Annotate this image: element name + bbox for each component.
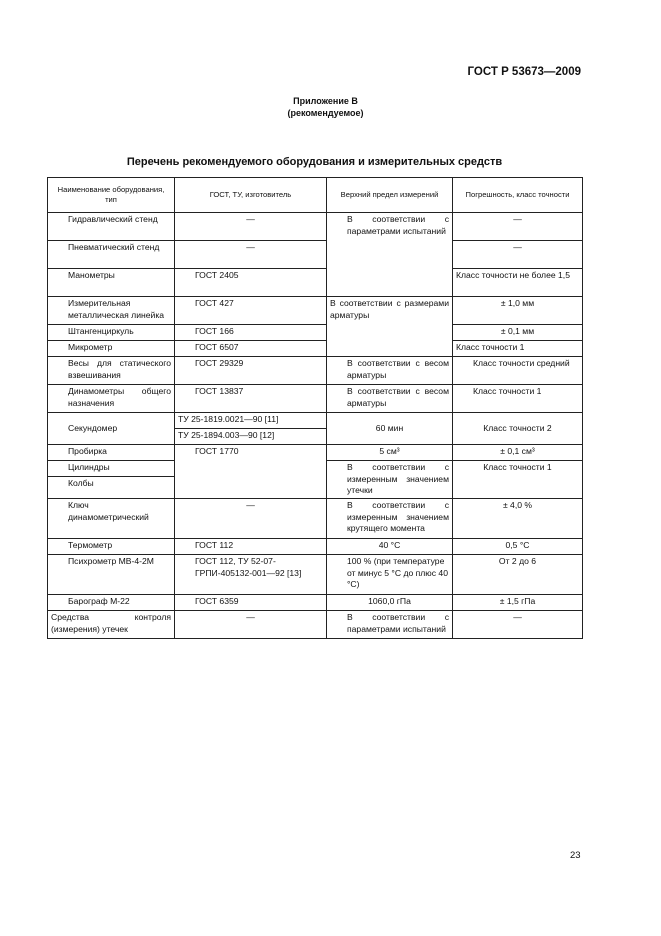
cell-gost: ГОСТ 29329 xyxy=(175,357,327,385)
cell-accuracy: ± 0,1 мм xyxy=(453,325,583,341)
cell-gost: ГОСТ 2405 xyxy=(175,269,327,297)
table-row xyxy=(48,445,583,461)
cell-gost: — xyxy=(175,611,327,639)
cell-limit: 100 % (при температуре от минус 5 °С до плюс 40 °С) xyxy=(327,555,453,595)
cell-limit: 60 мин xyxy=(327,413,453,445)
cell-gost: ТУ 25-1894.003—90 [12] xyxy=(175,429,327,445)
cell-gost: ГОСТ 112, ТУ 52-07-ГРПИ-405132-001—92 [13] xyxy=(175,555,327,595)
table-row xyxy=(48,341,583,357)
cell-gost: — xyxy=(175,213,327,241)
cell-gost: ГОСТ 13837 xyxy=(175,385,327,413)
cell-name: Штангенциркуль xyxy=(48,325,175,341)
appendix-heading xyxy=(0,95,661,119)
cell-name: Пневматический стенд xyxy=(48,241,175,269)
table-row xyxy=(48,413,583,429)
cell-accuracy: Класс точности 1 xyxy=(453,341,583,357)
cell-name: Ключ динамометрический xyxy=(48,499,175,539)
table-row xyxy=(48,539,583,555)
cell-accuracy: Класс точности средний xyxy=(453,357,583,385)
cell-gost: ГОСТ 6359 xyxy=(175,595,327,611)
cell-name: Весы для статического взвешивания xyxy=(48,357,175,385)
cell-name: Пробирка xyxy=(48,445,175,461)
cell-accuracy: ± 1,5 гПа xyxy=(453,595,583,611)
column-header-name: Наименование оборудования, тип xyxy=(48,178,175,213)
appendix-title: Приложение В xyxy=(293,96,358,106)
cell-gost: — xyxy=(175,241,327,269)
cell-name: Манометры xyxy=(48,269,175,297)
table-title: Перечень рекомендуемого оборудования и измерительных средств xyxy=(126,156,503,168)
table-row xyxy=(48,385,583,413)
cell-limit: 40 °С xyxy=(327,539,453,555)
table-row xyxy=(48,611,583,639)
cell-limit: В соответствии с измеренным значением крутящего момента xyxy=(327,499,453,539)
cell-name: Колбы xyxy=(48,477,175,499)
cell-accuracy: Класс точности 2 xyxy=(453,413,583,445)
column-header-gost: ГОСТ, ТУ, изготовитель xyxy=(175,178,327,213)
cell-name: Цилиндры xyxy=(48,461,175,477)
cell-name: Микрометр xyxy=(48,341,175,357)
cell-accuracy: ± 1,0 мм xyxy=(453,297,583,325)
cell-gost: ГОСТ 427 xyxy=(175,297,327,325)
document-code: ГОСТ Р 53673—2009 xyxy=(467,66,581,78)
cell-name: Секундомер xyxy=(48,413,175,445)
cell-accuracy: — xyxy=(453,213,583,241)
table-row xyxy=(48,595,583,611)
column-header-accuracy: Погрешность, класс точности xyxy=(453,178,583,213)
table-row xyxy=(48,241,583,269)
cell-gost: — xyxy=(175,499,327,539)
equipment-table xyxy=(47,177,583,639)
table-row xyxy=(48,297,583,325)
cell-limit: В соответствии с параметрами испытаний xyxy=(327,213,453,297)
appendix-subtitle: (рекомендуемое) xyxy=(287,108,364,118)
cell-name: Психрометр МВ-4-2М xyxy=(48,555,175,595)
cell-name: Динамометры общего назначения xyxy=(48,385,175,413)
cell-name: Измерительная металлическая линейка xyxy=(48,297,175,325)
cell-name: Термометр xyxy=(48,539,175,555)
cell-accuracy: Класс точности 1 xyxy=(453,461,583,499)
table-header-row xyxy=(48,178,583,213)
table-row xyxy=(48,499,583,539)
cell-gost: ГОСТ 112 xyxy=(175,539,327,555)
cell-gost: ТУ 25-1819.0021—90 [11] xyxy=(175,413,327,429)
column-header-limit: Верхний предел измерений xyxy=(327,178,453,213)
page-number: 23 xyxy=(570,850,581,861)
cell-name: Гидравлический стенд xyxy=(48,213,175,241)
cell-accuracy: — xyxy=(453,611,583,639)
cell-gost: ГОСТ 166 xyxy=(175,325,327,341)
cell-accuracy: Класс точности не более 1,5 xyxy=(453,269,583,297)
table-row xyxy=(48,357,583,385)
cell-name: Барограф М-22 xyxy=(48,595,175,611)
cell-limit: 5 см³ xyxy=(327,445,453,461)
cell-accuracy: Класс точности 1 xyxy=(453,385,583,413)
table-row xyxy=(48,555,583,595)
cell-limit: В соответствии с параметрами испытаний xyxy=(327,611,453,639)
cell-accuracy: — xyxy=(453,241,583,269)
cell-accuracy: От 2 до 6 xyxy=(453,555,583,595)
table-row xyxy=(48,213,583,241)
cell-limit: В соответствии с весом арматуры xyxy=(327,357,453,385)
cell-limit: 1060,0 гПа xyxy=(327,595,453,611)
cell-accuracy: ± 4,0 % xyxy=(453,499,583,539)
cell-limit: В соответствии с размерами арматуры xyxy=(327,297,453,357)
cell-name: Средства контроля (измерения) утечек xyxy=(48,611,175,639)
cell-limit: В соответствии с измеренным значением утечки xyxy=(327,461,453,499)
cell-gost: ГОСТ 1770 xyxy=(175,445,327,499)
cell-gost: ГОСТ 6507 xyxy=(175,341,327,357)
cell-limit: В соответствии с весом арматуры xyxy=(327,385,453,413)
table-row xyxy=(48,269,583,297)
cell-accuracy: 0,5 °С xyxy=(453,539,583,555)
table-row xyxy=(48,325,583,341)
cell-accuracy: ± 0,1 см³ xyxy=(453,445,583,461)
